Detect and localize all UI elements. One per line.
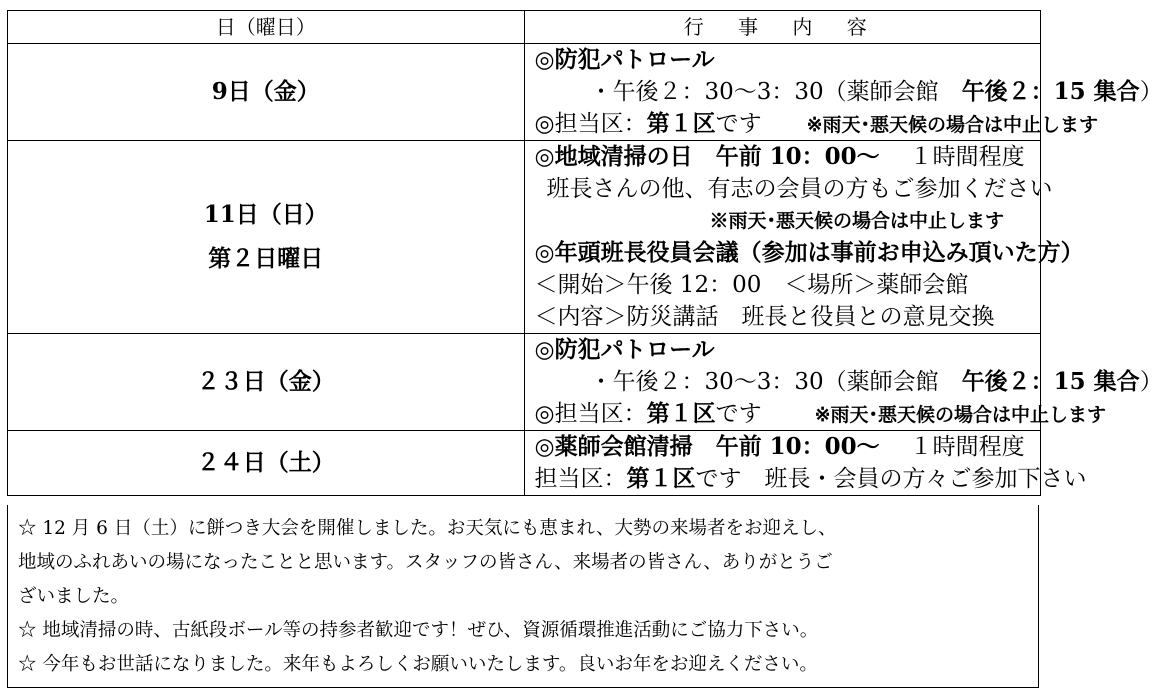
event-time-line xyxy=(535,76,1163,108)
note-line: ☆ 12 月 6 日（土）に餅つき大会を開催しました。お天気にも恵まれ、大勢の来場者をお迎えし、 xyxy=(18,518,837,539)
note-line: ☆ 地域清掃の時、古紙段ボール等の持参者歓迎です！ぜひ、資源循環推進活動にご協力下さい。 xyxy=(18,620,819,641)
district-value: 第１区 xyxy=(626,465,696,492)
event-title-line xyxy=(535,141,1041,173)
date-label: 9日（金） xyxy=(211,78,320,105)
notes-box xyxy=(7,505,1039,688)
event-duration: １時間程度 xyxy=(909,144,1025,170)
paren-close: ） xyxy=(1139,79,1163,105)
table-row xyxy=(8,334,1041,431)
event-cell xyxy=(524,334,1163,431)
event-description: 班長さんの他、有志の会員の方もご参加ください xyxy=(546,176,1053,202)
district-label: ◎担当区： xyxy=(534,401,647,427)
meeting-title: ◎年頭班長役員会議（参加は事前お申込み頂いた方） xyxy=(534,239,1084,266)
date-cell xyxy=(8,141,525,334)
schedule-table xyxy=(7,10,1163,496)
table-row xyxy=(8,141,1041,334)
note-line: ☆ 今年もお世話になりました。来年もよろしくお願いいたします。良いお年をお迎えください。 xyxy=(18,654,818,675)
district-value: 第１区 xyxy=(646,110,716,137)
event-time: ・午後２：30〜3：30（薬師会館 xyxy=(589,369,962,395)
meeting-content: ＜内容＞防災講話 班長と役員との意見交換 xyxy=(534,304,995,330)
rain-notice: ※雨天･悪天候の場合は中止します xyxy=(814,404,1106,426)
event-cell xyxy=(524,141,1084,334)
district-value: 第１区 xyxy=(646,400,716,427)
event-district-line xyxy=(534,398,1106,430)
date-label: 11日（日） xyxy=(203,201,328,228)
district-suffix: です xyxy=(715,111,785,137)
date-label: ２３日（金） xyxy=(196,368,335,395)
event-duration: １時間程度 xyxy=(909,434,1025,460)
assembly-time: 午後２：15 集合 xyxy=(961,368,1140,395)
rain-notice: ※雨天･悪天候の場合は中止します xyxy=(806,114,1098,136)
event-time: ・午後２：30〜3：30（薬師会館 xyxy=(589,79,962,105)
district-label: ◎担当区： xyxy=(534,111,647,137)
event-district-line xyxy=(534,108,1098,140)
event-title: ◎薬師会館清掃 午前 10：00〜 xyxy=(534,433,880,460)
district-label: 担当区： xyxy=(534,466,627,492)
event-column-header: 行 事 内 容 xyxy=(524,11,1041,44)
date-cell xyxy=(8,334,525,431)
event-title-line xyxy=(535,431,1041,463)
event-cell xyxy=(524,44,1163,141)
date-cell xyxy=(8,431,525,496)
assembly-time: 午後２：15 集合 xyxy=(961,78,1140,105)
table-row xyxy=(8,44,1041,141)
district-suffix: です xyxy=(715,401,785,427)
event-cell xyxy=(524,431,1087,496)
rain-notice: ※雨天･悪天候の場合は中止します xyxy=(709,210,1004,232)
meeting-start-place: ＜開始＞午後 12：00 ＜場所＞薬師会館 xyxy=(534,272,969,298)
date-cell xyxy=(8,44,525,141)
district-suffix: です 班長・会員の方々ご参加下さい xyxy=(695,466,1087,492)
date-label: ２４日（土） xyxy=(196,449,335,476)
table-header-row xyxy=(8,11,1041,44)
event-title: ◎防犯パトロール xyxy=(534,46,715,73)
event-title: ◎地域清掃の日 午前 10：00〜 xyxy=(534,143,880,170)
event-time-line xyxy=(535,366,1163,398)
note-line: 地域のふれあいの場になったことと思います。スタッフの皆さん、来場者の皆さん、ありがとうご xyxy=(18,552,833,573)
event-district-line xyxy=(534,463,1087,495)
paren-close: ） xyxy=(1139,369,1163,395)
note-line: ざいました。 xyxy=(18,586,130,607)
date-sublabel: 第２日曜日 xyxy=(208,245,324,272)
date-column-header: 日（曜日） xyxy=(8,11,525,44)
event-title: ◎防犯パトロール xyxy=(534,336,715,363)
table-row xyxy=(8,431,1041,496)
